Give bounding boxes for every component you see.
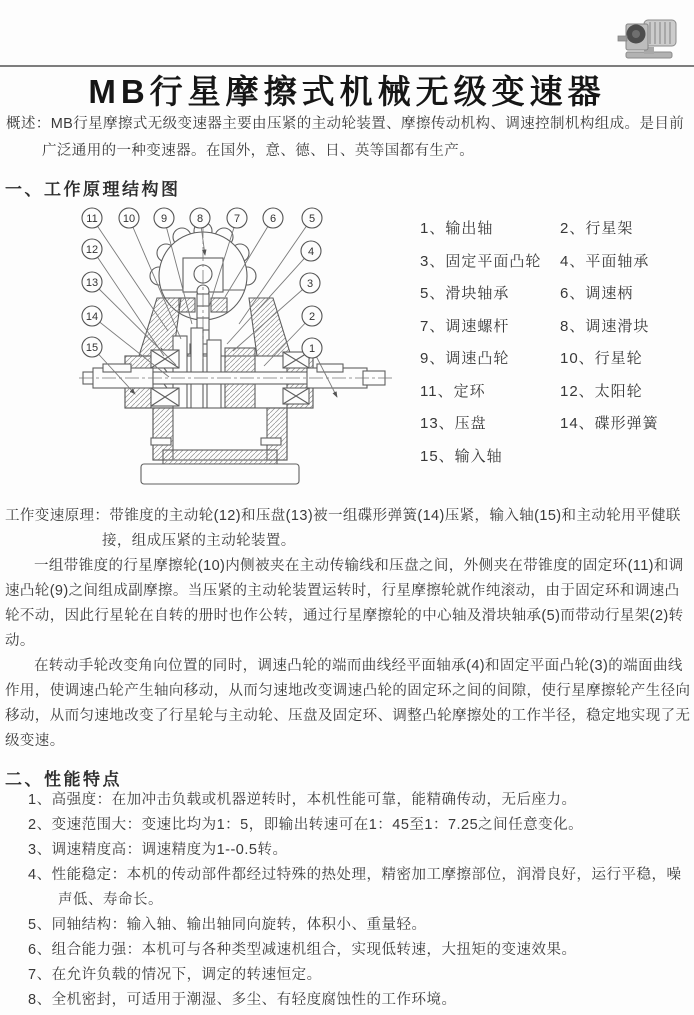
part-item: 8、调速滑块	[560, 317, 650, 335]
principle-paragraph-3: 在转动手轮改变角向位置的同时，调速凸轮的端而曲线经平面轴承(4)和固定平面凸轮(3)的端面曲线作用，使调速凸轮产生轴向移动，从而匀速地改变调速凸轮的固定环之间的间隙，使行星摩擦轮产生径向移动，从而匀速地改变了行星轮与主动轮、压盘及固定环、调整凸轮摩擦处的工作半径，稳定地实现了无级变速。	[5, 658, 691, 749]
svg-text:4: 4	[307, 246, 315, 258]
svg-text:10: 10	[122, 213, 136, 225]
svg-text:6: 6	[269, 213, 277, 225]
part-item: 1、输出轴	[420, 220, 494, 237]
svg-text:7: 7	[233, 213, 241, 225]
callout-12	[82, 239, 102, 259]
part-item: 3、固定平面凸轮	[420, 252, 542, 270]
callout-4	[301, 241, 321, 261]
feature-item: 6、组合能力强：本机可与各种类型减速机组合，实现低转速，大扭矩的变速效果。	[28, 942, 577, 958]
callout-1	[302, 338, 322, 358]
section1-heading: 一、工作原理结构图	[5, 180, 181, 199]
svg-text:1: 1	[308, 343, 316, 355]
svg-text:11: 11	[86, 213, 98, 225]
feature-item: 1、高强度：在加冲击负载或机器逆转时，本机性能可靠，能精确传动，无后座力。	[28, 792, 577, 808]
part-item: 6、调速柄	[560, 285, 634, 302]
svg-text:13: 13	[85, 277, 99, 289]
product-photo-icon	[614, 8, 684, 62]
parts-legend	[420, 219, 692, 466]
part-item: 12、太阳轮	[560, 382, 643, 400]
callout-15	[82, 337, 102, 357]
overview-paragraph: 概述：MB行星摩擦式无级变速器主要由压紧的主动轮装置、摩擦传动机构、调速控制机构组成。是目前广泛通用的一种变速器。在国外，意、德、日、英等国都有生产。	[6, 116, 685, 159]
svg-text:9: 9	[160, 213, 168, 225]
callout-5	[302, 208, 322, 228]
feature-item: 5、同轴结构：输入轴、输出轴同向旋转，体积小、重量轻。	[28, 917, 427, 933]
part-item: 13、压盘	[420, 415, 487, 432]
svg-text:5: 5	[308, 213, 316, 225]
svg-text:15: 15	[85, 342, 99, 354]
part-item: 7、调速螺杆	[420, 317, 510, 335]
svg-text:12: 12	[85, 244, 99, 256]
svg-text:3: 3	[306, 278, 314, 290]
callout-3	[300, 273, 320, 293]
page-title: MB行星摩擦式机械无级变速器	[88, 73, 606, 110]
callout-11	[82, 208, 102, 228]
part-item: 10、行星轮	[560, 350, 643, 367]
callout-13	[82, 272, 102, 292]
part-item: 4、平面轴承	[560, 252, 650, 270]
svg-text:14: 14	[85, 311, 99, 323]
svg-text:2: 2	[308, 311, 316, 323]
feature-item: 2、变速范围大：变速比均为1：5，即输出转速可在1：45至1：7.25之间任意变化。	[28, 817, 584, 833]
feature-item: 7、在允许负载的情况下，调定的转速恒定。	[28, 967, 322, 983]
structure-diagram	[55, 198, 405, 500]
callout-10	[119, 208, 139, 228]
feature-item: 3、调速精度高：调速精度为1--0.5转。	[28, 842, 288, 858]
svg-text:8: 8	[196, 213, 204, 225]
callout-14	[82, 306, 102, 326]
machine-cross-section	[79, 222, 395, 484]
part-item: 14、碟形弹簧	[560, 415, 659, 432]
part-item: 5、滑块轴承	[420, 285, 510, 302]
principle-paragraph-1: 工作变速原理：带锥度的主动轮(12)和压盘(13)被一组碟形弹簧(14)压紧，输入轴(15)和主动轮用平健联接，组成压紧的主动轮装置。	[5, 508, 681, 549]
working-principle	[5, 504, 692, 754]
part-item: 11、定环	[420, 382, 486, 400]
callout-6	[263, 208, 283, 228]
callout-9	[154, 208, 174, 228]
part-item: 2、行星架	[560, 220, 634, 237]
principle-paragraph-2: 一组带锥度的行星摩擦轮(10)内侧被夹在主动传输线和压盘之间，外侧夹在带锥度的固定环(11)和调速凸轮(9)之间组成副摩擦。当压紧的主动轮装置运转时，行星摩擦轮就作纯滚动，由于固定环和调速凸轮不动，因此行星轮在自转的册时也作公转，通过行星摩擦轮的中心轴及滑块轴承(5)而带动行星架(2)转动。	[5, 558, 684, 649]
section2-heading: 二、性能特点	[5, 770, 122, 789]
callout-7	[227, 208, 247, 228]
part-item: 15、输入轴	[420, 447, 503, 465]
feature-list	[28, 788, 684, 1013]
feature-item: 8、全机密封，可适用于潮湿、多尘、有轻度腐蚀性的工作环境。	[28, 992, 457, 1008]
part-item: 9、调速凸轮	[420, 350, 510, 367]
feature-item: 4、性能稳定：本机的传动部件都经过特殊的热处理，精密加工摩擦部位，润滑良好，运行平稳，噪声低、寿命长。	[28, 867, 682, 908]
callout-2	[302, 306, 322, 326]
callout-8	[190, 208, 210, 228]
